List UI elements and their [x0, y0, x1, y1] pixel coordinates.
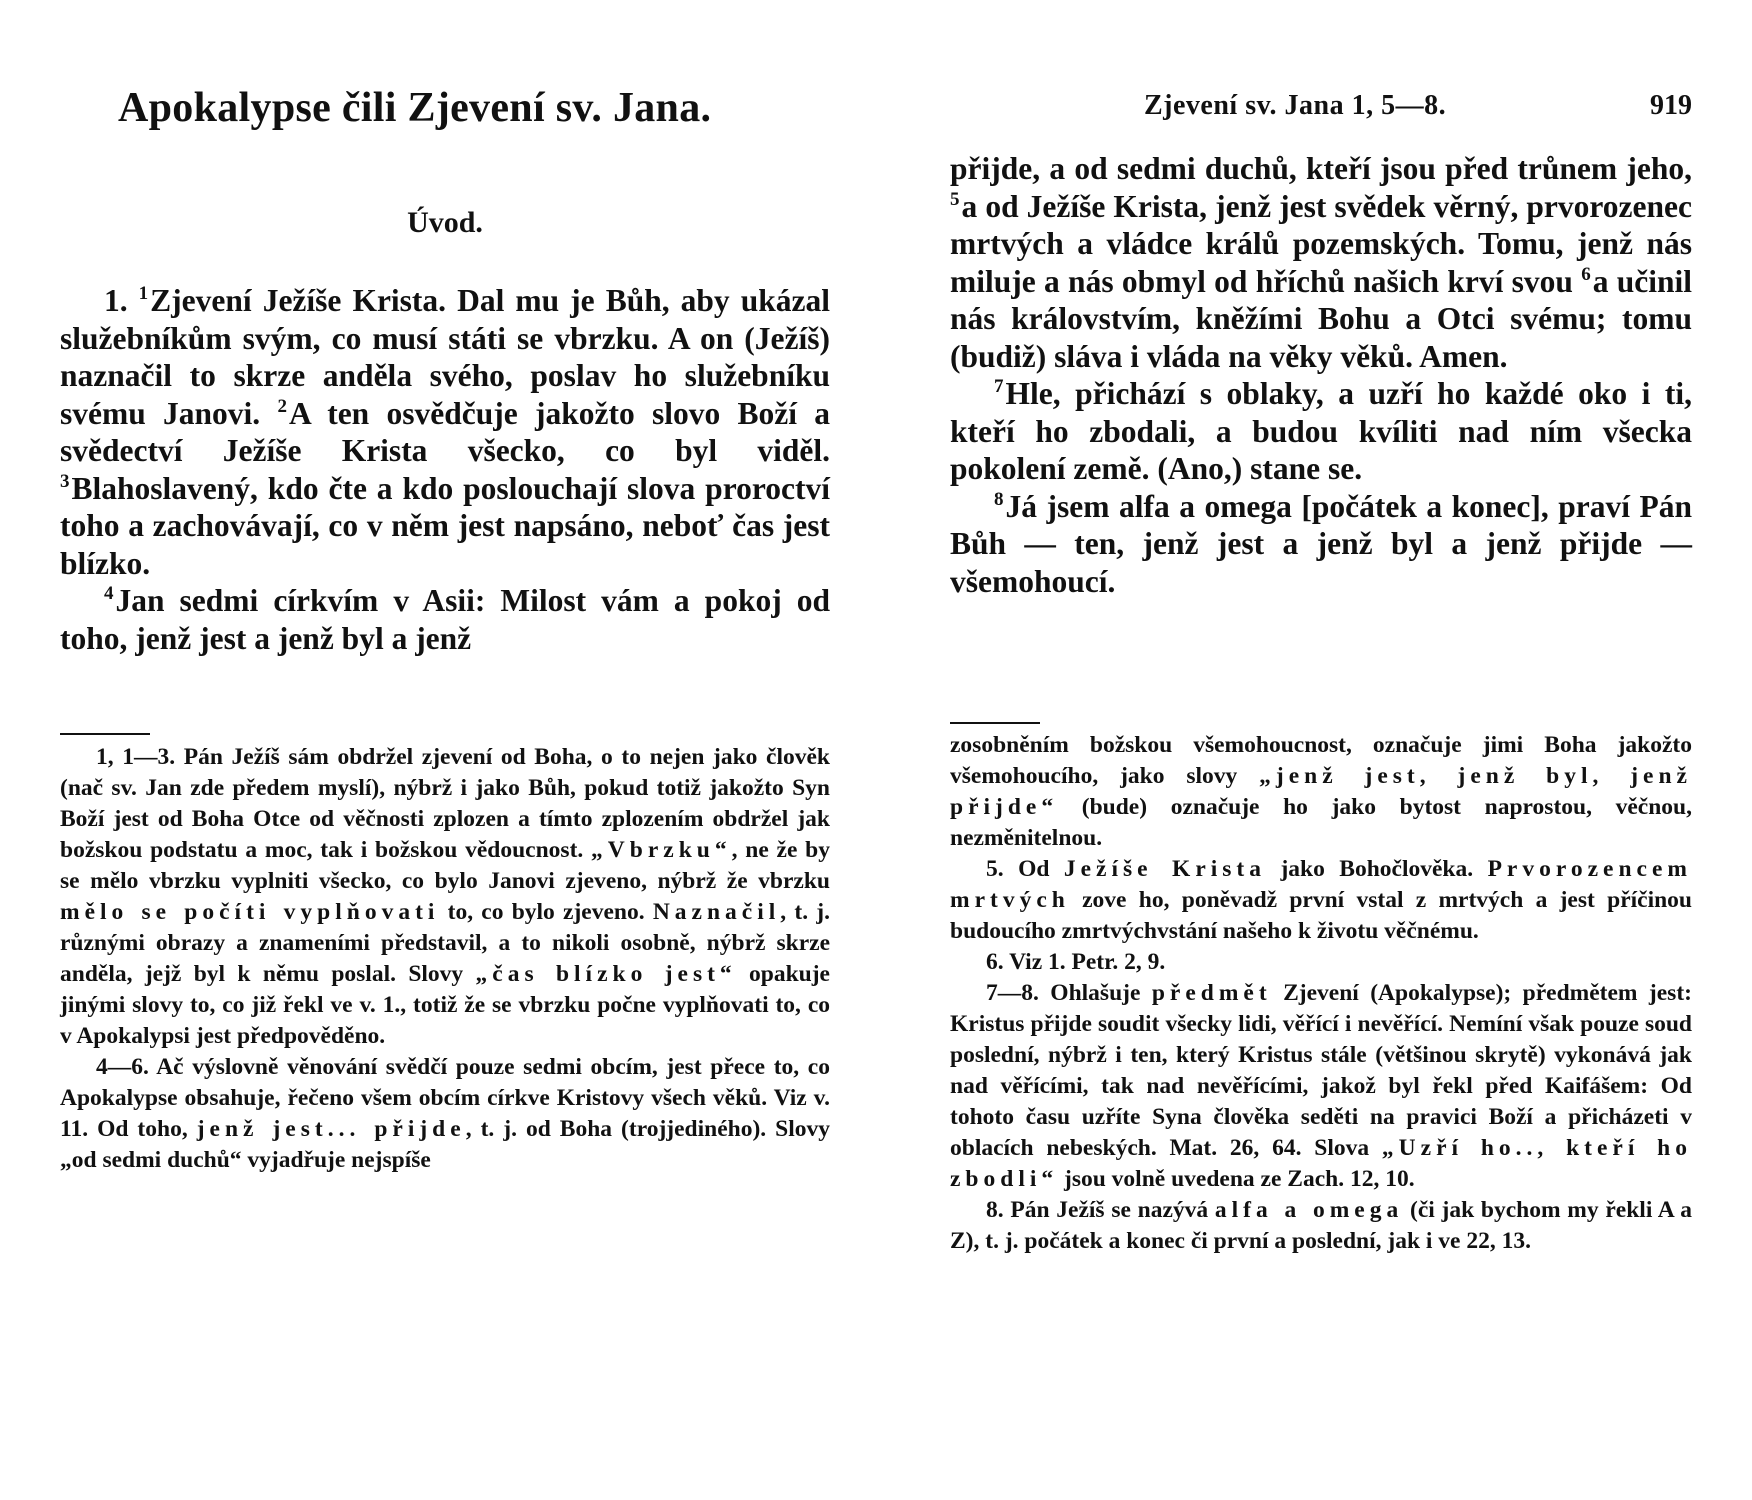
- footnote-emphasis: „Vbrzku“: [591, 837, 732, 863]
- verse-text: a od Ježíše Krista, jenž jest svědek věrný, prvorozenec mrtvých a vládce králů pozemských. Tomu, jenž nás miluje a nás obmyl od hříchů našich krví svou: [950, 188, 1692, 299]
- footnote-emphasis: mělo se počíti vyplňovati: [60, 899, 440, 925]
- footnote-emphasis: předmět: [1151, 980, 1272, 1006]
- page-number: 919: [1650, 90, 1692, 121]
- verse-text: Blahoslavený, kdo čte a kdo poslouchají slova proroctví toho a zachovávají, co v něm jest napsáno, neboť čas jest blízko.: [60, 470, 830, 581]
- paragraph-verse-4: [60, 582, 830, 657]
- footnote-text: opakuje jinými slovy to, co již řekl ve v. 1., totiž že se vbrzku počne vyplňovati to, co v Apokalypsi jest předpověděno.: [60, 961, 830, 1049]
- footnote-emphasis: Ježíše Krista: [1063, 856, 1266, 882]
- footnote: [950, 1195, 1692, 1257]
- footnote-divider: [950, 722, 1040, 724]
- footnote-text: , t. j. různými obrazy a znameními představil, a to nikoli osobně, nýbrž skrze anděla, jejž byl k němu poslal. Slovy: [60, 899, 830, 987]
- verse-text: přijde, a od sedmi duchů, kteří jsou před trůnem jeho,: [950, 151, 1692, 186]
- verse-text: a učinil nás královstvím, kněžími Bohu a Otci svému; tomu (budiž) sláva i vláda na věky věků. Amen.: [950, 263, 1692, 374]
- footnote-text: (či jak bychom my řekli A a Z), t. j. počátek a konec či první a poslední, jak i ve 22, 13.: [950, 1197, 1692, 1254]
- footnote-emphasis: „jenž jest, jenž byl, jenž přijde“: [950, 763, 1692, 820]
- footnote-text: , t. j. od Boha (trojjediného). Slovy „od sedmi duchů“ vyjadřuje nejspíše: [60, 1116, 831, 1173]
- footnote: 6. Viz 1. Petr. 2, 9.: [986, 949, 1166, 975]
- footnote-emphasis: jenž jest... přijde: [196, 1116, 466, 1142]
- chapter-number: 1.: [104, 283, 139, 318]
- footnote-text: zosobněním božskou všemohoucnost, označuje jimi Boha jakožto všemohoucího, jako slovy: [950, 732, 1692, 789]
- right-body-text: [950, 150, 1692, 600]
- verse-text: A ten osvědčuje jakožto slovo Boží a svědectví Ježíše Krista všecko, co byl viděl.: [60, 395, 830, 468]
- paragraph-verse-7: [950, 375, 1692, 488]
- footnote-emphasis: Naznačil: [652, 899, 781, 925]
- verse-number: 2: [277, 395, 287, 417]
- left-body-text: [60, 282, 830, 657]
- footnote: [950, 854, 1692, 947]
- verse-number: 5: [950, 188, 960, 210]
- footnote-text: to, co bylo zjeveno.: [439, 899, 653, 925]
- footnote: [950, 978, 1692, 1195]
- footnote-text: Zjevení (Apokalypse); předmětem jest: Kristus přijde soudit všecky lidi, věřící i nevěřící. Nemíní však pouze soud poslední, nýbrž i ten, který Kristus stále (většinou skrytě) vykonává jak nad věřícími, tak nad nevěřícími, jakož byl řekl před Kaifášem: Od tohoto času uzříte Syna člověka seděti na pravici Boží a přicházeti v oblacích nebeských. Mat. 26, 64. Slova: [950, 980, 1692, 1161]
- verse-text: Jan sedmi církvím v Asii: Milost vám a pokoj od toho, jenž jest a jenž byl a jenž: [60, 583, 830, 656]
- paragraph-verses-1-3: [60, 282, 830, 582]
- footnote-text: 7—8. Ohlašuje: [986, 980, 1152, 1006]
- paragraph-verses-4-6: [950, 150, 1692, 375]
- left-page: [60, 0, 830, 1500]
- footnote-divider: [60, 733, 150, 735]
- right-footnotes: [950, 730, 1692, 1257]
- footnote-text: 1, 1—3. Pán Ježíš sám obdržel zjevení od Boha, o to nejen jako člověk (nač sv. Jan zde předem myslí), nýbrž i jako Bůh, pokud totiž jakožto Syn Boží jest od Boha Otce od věčnosti zplozen a tímto zplozením obdržel jak božskou podstatu a moc, tak i božskou vědoucnost.: [60, 744, 830, 863]
- verse-number: 3: [60, 470, 70, 492]
- verse-number: 4: [104, 583, 114, 604]
- footnote-text: 8. Pán Ježíš se nazývá: [986, 1197, 1215, 1223]
- book-title: Apokalypse čili Zjevení sv. Jana.: [118, 85, 712, 131]
- left-footnotes: [60, 742, 830, 1176]
- verse-number: 1: [138, 283, 149, 304]
- verse-text: Hle, přichází s oblaky, a uzří ho každé oko i ti, kteří ho zbodali, a budou kvíliti nad ním všecka pokolení země. (Ano,) stane se.: [950, 376, 1692, 486]
- footnote-text: (bude) označuje ho jako bytost naprostou, věčnou, nezměnitelnou.: [950, 794, 1692, 851]
- footnote-emphasis: alfa a omega: [1214, 1197, 1404, 1223]
- footnote-text: 4—6. Ač výslovně věnování svědčí pouze sedmi obcím, jest přece to, co Apokalypse obsahuje, řečeno všem obcím církve Kristovy všech věků. Viz v. 11. Od toho,: [60, 1054, 830, 1142]
- footnote-text: jako Bohočlověka.: [1266, 856, 1488, 882]
- running-head: Zjevení sv. Jana 1, 5—8.: [1144, 90, 1447, 121]
- footnote-text: zove ho, poněvadž první vstal z mrtvých a jest příčinou budoucího zmrtvýchvstání našeho k životu věčnému.: [950, 887, 1692, 944]
- footnote-emphasis: Prvorozencem mrtvých: [950, 856, 1692, 913]
- verse-text: Já jsem alfa a omega [počátek a konec], praví Pán Bůh — ten, jenž jest a jenž byl a jenž přijde — všemohoucí.: [950, 488, 1692, 599]
- footnote: [950, 730, 1692, 854]
- verse-number: 8: [994, 488, 1004, 510]
- footnote-text: 5. Od: [986, 856, 1064, 882]
- footnote-emphasis: „čas blízko jest“: [475, 961, 737, 987]
- section-heading: Úvod.: [407, 206, 483, 239]
- verse-text: Zjevení Ježíše Krista. Dal mu je Bůh, aby ukázal služebníkům svým, co musí státi se vbrzku. A on (Ježíš) naznačil to skrze anděla svého, poslav ho služebníku svému Janovi.: [60, 283, 830, 431]
- verse-number: 7: [994, 376, 1004, 397]
- footnote: [60, 1052, 830, 1176]
- footnote-text: jsou volně uvedena ze Zach. 12, 10.: [1058, 1166, 1415, 1192]
- right-page: [950, 0, 1692, 1500]
- verse-number: 6: [1581, 263, 1591, 285]
- footnote-emphasis: „Uzří ho.., kteří ho zbodli“: [950, 1135, 1692, 1192]
- footnote: [60, 742, 830, 1052]
- footnote-text: , ne že by se mělo vbrzku vyplniti všecko, co bylo Janovi zjeveno, nýbrž že vbrzku: [60, 837, 830, 894]
- paragraph-verse-8: [950, 488, 1692, 601]
